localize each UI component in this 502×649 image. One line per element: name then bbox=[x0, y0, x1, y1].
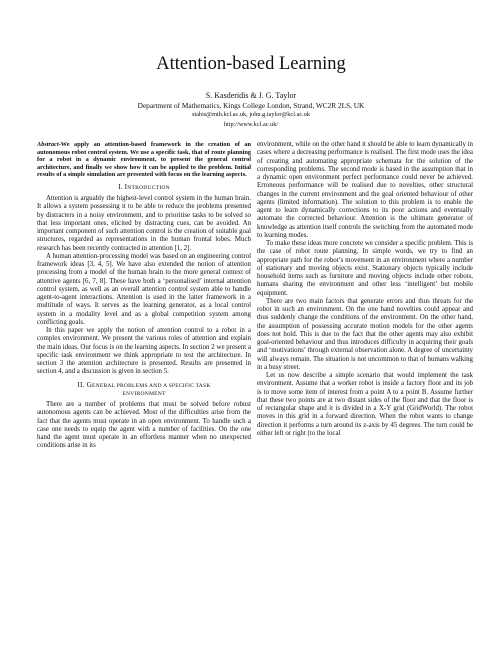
abstract bbox=[37, 141, 251, 179]
section-heading-general-problems-line1 bbox=[37, 381, 251, 390]
intro-paragraph-1: Attention is arguably the highest-level control system in the human brain. It allows a system possessing it to be able to reduce the problems presented by distracters in a noisy environment, and to prioritise tasks to be solved so that less important ones, elicited by distracting cues, can be avoided. An important component of such attention control is the creation of suitable goal structures, regarded as representations in the human frontal lobes. Much research has been recently contracted in attention [1, 2]. bbox=[37, 195, 251, 252]
left-column bbox=[37, 141, 251, 451]
paper-title: Attention-based Learning bbox=[156, 54, 346, 74]
section-heading-general-problems bbox=[37, 381, 251, 399]
abstract-text: We apply an attention-based framework in the creation of an autonomous robot control system. We use a specific task, that of route planning for a robot in a dynamic environment, to present the general control architecture, and finally we show how it can be applied to the problem. Initial results of a simple simulation are presented with focus on the learning aspects. bbox=[37, 141, 251, 179]
section2-paragraph-4: Let us now describe a simple scenario that would implement the task environment. Assume that a worker robot is inside a factory floor and its job is to move some item of interest from a point A to a point B. Assume further that these two points are at two distant sides of the floor and that the floor is of rectangular shape and it is divided in a X-Y grid (GridWorld). The robot moves in this grid in a forward direction. When the robot wants to change direction it performs a turn around its z-axis by 45 degrees. The turn could be either left or right (to the local bbox=[257, 372, 473, 437]
paper-email: stahis@mth.kcl.ac.uk, john.g.taylor@kcl.ac.uk bbox=[191, 111, 311, 118]
section2-paragraph-1: There are a number of problems that must be solved before robust autonomous agents can be achieved. Most of the difficulties arise from the fact that the agents must operate in an open environment. To handle such a case one needs to equip the agent with a number of facilities. On the one hand the agent must operate in an effortless manner when no unexpected conditions arise in its bbox=[37, 401, 251, 450]
paper-url: http://www.kcl.ac.uk/ bbox=[223, 121, 279, 128]
paper-affiliation: Department of Mathematics, Kings College London, Strand, WC2R 2LS, UK bbox=[137, 101, 365, 110]
section-heading-general-problems-line2: ENVIRONMENT bbox=[122, 390, 166, 397]
section-heading-general-problems-rest: ENERAL PROBLEMS AND A SPECIFIC TASK bbox=[91, 382, 211, 389]
section2-paragraph-1-continued: environment, while on the other hand it should be able to learn dynamically in cases where a decreasing performance is realised. The first mode uses the idea of creating and automating appropriate schemata for the solution of the corresponding problems. The second mode is based in the assumption that in a dynamic open environment perfect performance could never be achieved. Erroneous performance will be realised due to novelties, other structural changes in the current environment and the goal oriented behaviour of other agents (limited information). The solution to this problem is to enable the agent to learn dynamically corrections to its poor actions and eventually automate the corrected behaviour. Attention is the ultimate generator of knowledge as attention itself controls the switching from the automated mode to learning modes. bbox=[257, 141, 473, 239]
section-heading-introduction-rest: NTRODUCTION bbox=[127, 184, 170, 191]
right-column bbox=[257, 141, 473, 438]
section2-paragraph-3: There are two main factors that generate errors and thus threats for the robot in such an environment. On the one hand novelties could appear and thus suddenly change the conditions of the environment. On the other hand, the assumption of possessing accurate motion models for the other agents does not hold. This is due to the fact that the other agents may also exhibit goal-oriented behaviour and thus introduces difficulty in acquiring their goals and ‘motivations’ through external observation alone. A degree of uncertainty will always remain. The situation is not uncommon to that of humans walking in a busy street. bbox=[257, 297, 473, 371]
section-heading-introduction-first: I. I bbox=[118, 182, 128, 191]
abstract-lead: Abstract- bbox=[37, 141, 61, 148]
paper-authors: S. Kasderidis & J. G. Taylor bbox=[205, 91, 297, 100]
intro-paragraph-2: A human attention-processing model was based on an engineering control framework ideas [3, 4, 5]. We have also extended the notion of attention processing from a model of the human brain to the more general context of attentive agents [6, 7, 8]. These have both a ‘personalised’ internal attention control system, as well as an overall attention control system able to handle agent-to-agent interactions. Attention is used in the latter framework in a multitude of ways. It serves as the learning generator, as a local control system in a modality level and as a global competition system among conflicting goals. bbox=[37, 252, 251, 326]
section2-paragraph-2: To make these ideas more concrete we consider a specific problem. This is the case of robot route planning. In simple words, we try to find an appropriate path for the robot’s movement in an environment where a number of stationary and moving objects exist. Stationary objects typically include household items such as furniture and moving objects include other robots, humans sharing the environment and other less ‘intelligent’ but mobile equipment. bbox=[257, 240, 473, 297]
section-heading-general-problems-first: II. G bbox=[77, 380, 92, 389]
section-heading-introduction bbox=[37, 183, 251, 192]
intro-paragraph-3: In this paper we apply the notion of attention control to a robot in a complex environment. We present the various roles of attention and explain the main ideas. Our focus is on the learning aspects. In section 2 we present a specific task environment we think appropriate to test the architecture. In section 3 the attention architecture is presented. Results are presented in section 4, and a discussion is given in section 5. bbox=[37, 327, 251, 376]
